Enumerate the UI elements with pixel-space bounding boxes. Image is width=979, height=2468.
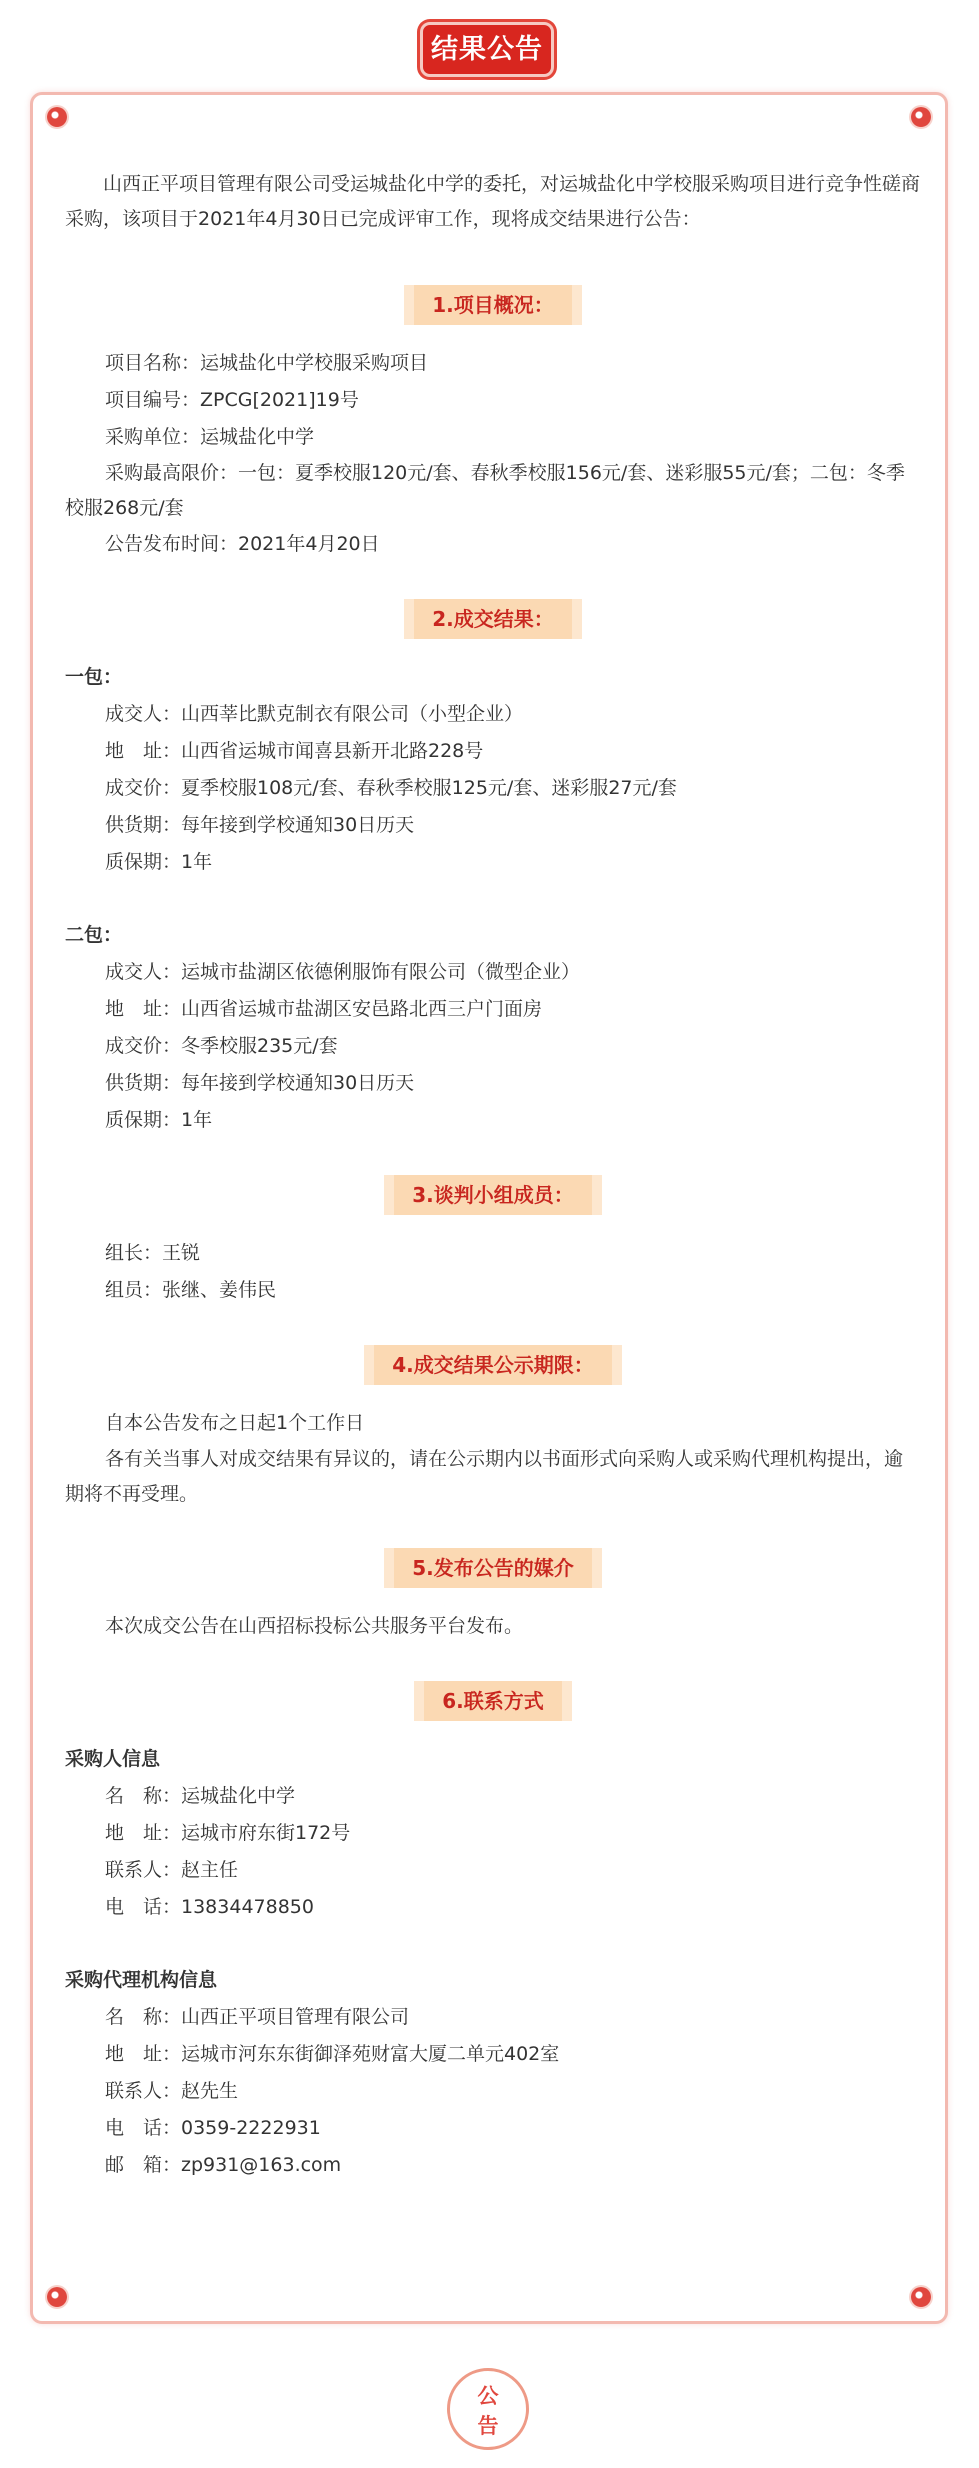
package-2-label: 二包： [65, 924, 123, 946]
panel-members: 组员：张继、姜伟民 [105, 1279, 277, 1301]
panel-leader: 组长：王锐 [105, 1242, 201, 1264]
section-heading-contact: 6.联系方式 [424, 1681, 562, 1721]
package-2-price: 成交价：冬季校服235元/套 [105, 1035, 338, 1057]
buyer-name: 名 称：运城盐化中学 [105, 1785, 296, 1807]
section-heading-media: 5.发布公告的媒介 [394, 1548, 592, 1588]
buyer-info-label: 采购人信息 [65, 1748, 161, 1770]
package-2-warranty: 质保期：1年 [105, 1109, 213, 1131]
notice-card [30, 92, 948, 2324]
agent-email: 邮 箱：zp931@163.com [105, 2154, 342, 2176]
publication-media: 本次成交公告在山西招标投标公共服务平台发布。 [105, 1615, 524, 1637]
buyer-address: 地 址：运城市府东街172号 [105, 1822, 351, 1844]
package-1-label: 一包： [65, 666, 123, 688]
section-heading-results: 2.成交结果： [414, 599, 572, 639]
project-number: 项目编号：ZPCG[2021]19号 [105, 389, 359, 411]
notice-content [65, 167, 921, 2184]
result-notice-badge: 结果公告 [420, 22, 554, 77]
section-heading-project-overview: 1.项目概况： [414, 285, 572, 325]
corner-dot-icon [911, 107, 931, 127]
max-price-limit: 采购最高限价：一包：夏季校服120元/套、春秋季校服156元/套、迷彩服55元/套；二包：冬季校服268元/套 [65, 462, 905, 519]
notice-seal-icon [447, 2368, 529, 2450]
intro-paragraph: 山西正平项目管理有限公司受运城盐化中学的委托，对运城盐化中学校服采购项目进行竞争性磋商采购，该项目于2021年4月30日已完成评审工作，现将成交结果进行公告： [65, 173, 921, 230]
corner-dot-icon [47, 107, 67, 127]
package-2-address: 地 址：山西省运城市盐湖区安邑路北西三户门面房 [105, 998, 543, 1020]
package-1-winner: 成交人：山西莘比默克制衣有限公司（小型企业） [105, 703, 524, 725]
publish-date: 公告发布时间：2021年4月20日 [105, 533, 380, 555]
package-1-address: 地 址：山西省运城市闻喜县新开北路228号 [105, 740, 484, 762]
announcement-period: 自本公告发布之日起1个工作日 [105, 1412, 365, 1434]
objection-note: 各有关当事人对成交结果有异议的，请在公示期内以书面形式向采购人或采购代理机构提出，逾期将不再受理。 [65, 1448, 904, 1505]
agent-info-label: 采购代理机构信息 [65, 1969, 218, 1991]
package-1-supply-period: 供货期：每年接到学校通知30日历天 [105, 814, 415, 836]
agent-address: 地 址：运城市河东东街御泽苑财富大厦二单元402室 [105, 2043, 560, 2065]
agent-name: 名 称：山西正平项目管理有限公司 [105, 2006, 410, 2028]
corner-dot-icon [47, 2287, 67, 2307]
buyer-phone: 电 话：13834478850 [105, 1896, 314, 1918]
project-name: 项目名称：运城盐化中学校服采购项目 [105, 352, 429, 374]
section-heading-panel: 3.谈判小组成员： [394, 1175, 592, 1215]
package-2-supply-period: 供货期：每年接到学校通知30日历天 [105, 1072, 415, 1094]
agent-phone: 电 话：0359-2222931 [105, 2117, 321, 2139]
package-1-warranty: 质保期：1年 [105, 851, 213, 873]
package-1-price: 成交价：夏季校服108元/套、春秋季校服125元/套、迷彩服27元/套 [105, 777, 677, 799]
purchasing-unit: 采购单位：运城盐化中学 [105, 426, 315, 448]
seal-char-1: 公 [477, 2384, 499, 2408]
corner-dot-icon [911, 2287, 931, 2307]
agent-contact: 联系人：赵先生 [105, 2080, 239, 2102]
section-heading-announcement-period: 4.成交结果公示期限： [374, 1345, 612, 1385]
buyer-contact: 联系人：赵主任 [105, 1859, 239, 1881]
seal-char-2: 告 [477, 2414, 499, 2438]
package-2-winner: 成交人：运城市盐湖区依德俐服饰有限公司（微型企业） [105, 961, 581, 983]
